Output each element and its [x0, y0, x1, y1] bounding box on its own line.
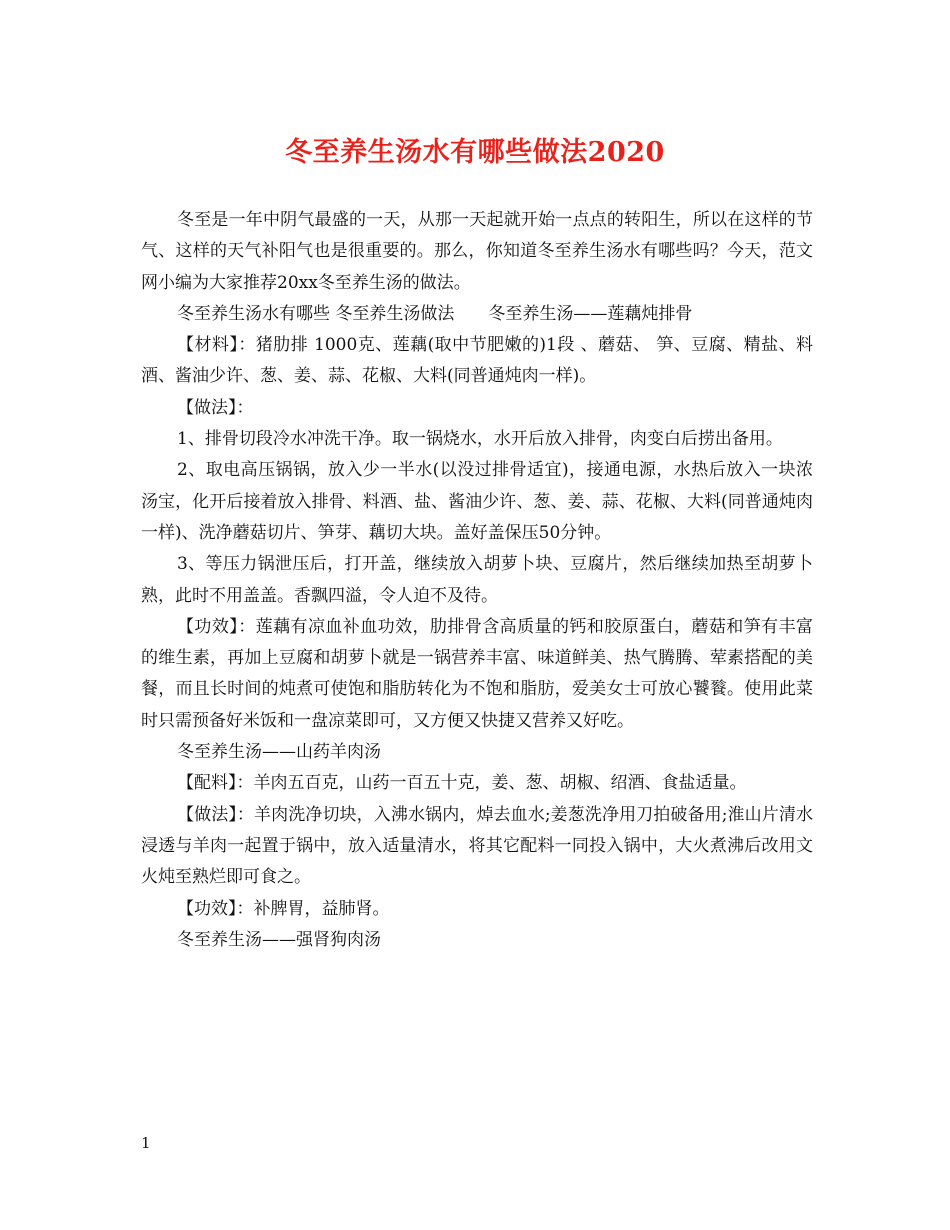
section-heading-dog-meat-soup: 冬至养生汤——强肾狗肉汤 — [177, 929, 381, 950]
method-heading: 【做法】： — [177, 397, 254, 418]
intro-paragraph: 冬至是一年中阴气最盛的一天，从那一天起就开始一点点的转阳生，所以在这样的节气、这样的天气补阳气也是很重要的。那么，你知道冬至养生汤水有哪些吗？今天，范文网小编为大家推荐20xx冬至养生汤的做法。 — [141, 210, 813, 293]
step-3-paragraph: 3、等压力锅泄压后，打开盖，继续放入胡萝卜块、豆腐片，然后继续加热至胡萝卜熟，此时不用盖盖。香飘四溢，令人迫不及待。 — [141, 554, 813, 606]
step-2-paragraph: 2、取电高压锅锅，放入少一半水(以没过排骨适宜)，接通电源，水热后放入一块浓汤宝，化开后接着放入排骨、料酒、盐、酱油少许、葱、姜、蒜、花椒、大料(同普通炖肉一样)、洗净蘑菇切片、笋芽、藕切大块。盖好盖保压50分钟。 — [141, 460, 813, 543]
page-title: 冬至养生汤水有哪些做法2020 — [285, 137, 665, 168]
page-number: 1 — [141, 1134, 151, 1152]
ingredients-paragraph: 【材料】：猪肋排 1000克、莲藕(取中节肥嫩的)1段 、蘑菇、 笋、豆腐、精盐、料酒、酱油少许、葱、姜、蒜、花椒、大料(同普通炖肉一样)。 — [141, 335, 813, 387]
yam-method-paragraph: 【做法】：羊肉洗净切块，入沸水锅内，焯去血水;姜葱洗净用刀拍破备用;淮山片清水浸透与羊肉一起置于锅中，放入适量清水，将其它配料一同投入锅中，大火煮沸后改用文火炖至熟烂即可食之。 — [141, 804, 813, 888]
effect-paragraph: 【功效】：莲藕有凉血补血功效，肋排骨含高质量的钙和胶原蛋白，蘑菇和笋有丰富的维生素，再加上豆腐和胡萝卜就是一锅营养丰富、味道鲜美、热气腾腾、荤素搭配的美餐，而且长时间的炖煮可使饱和脂肪转化为不饱和脂肪，爱美女士可放心饕餮。使用此菜时只需预备好米饭和一盘凉菜即可，又方便又快捷又营养又好吃。 — [141, 616, 813, 731]
section-heading-yam-mutton-soup: 冬至养生汤——山药羊肉汤 — [177, 742, 381, 763]
seasoning-paragraph: 【配料】：羊肉五百克，山药一百五十克，姜、葱、胡椒、绍酒、食盐适量。 — [177, 773, 747, 794]
section-heading-lotus-rib-soup: 冬至养生汤水有哪些 冬至养生汤做法 冬至养生汤——莲藕炖排骨 — [177, 303, 693, 324]
yam-effect-paragraph: 【功效】：补脾胃，益肺肾。 — [177, 898, 390, 919]
step-1-paragraph: 1、排骨切段冷水冲洗干净。取一锅烧水，水开后放入排骨，肉变白后捞出备用。 — [177, 429, 783, 450]
document-body — [141, 205, 813, 956]
